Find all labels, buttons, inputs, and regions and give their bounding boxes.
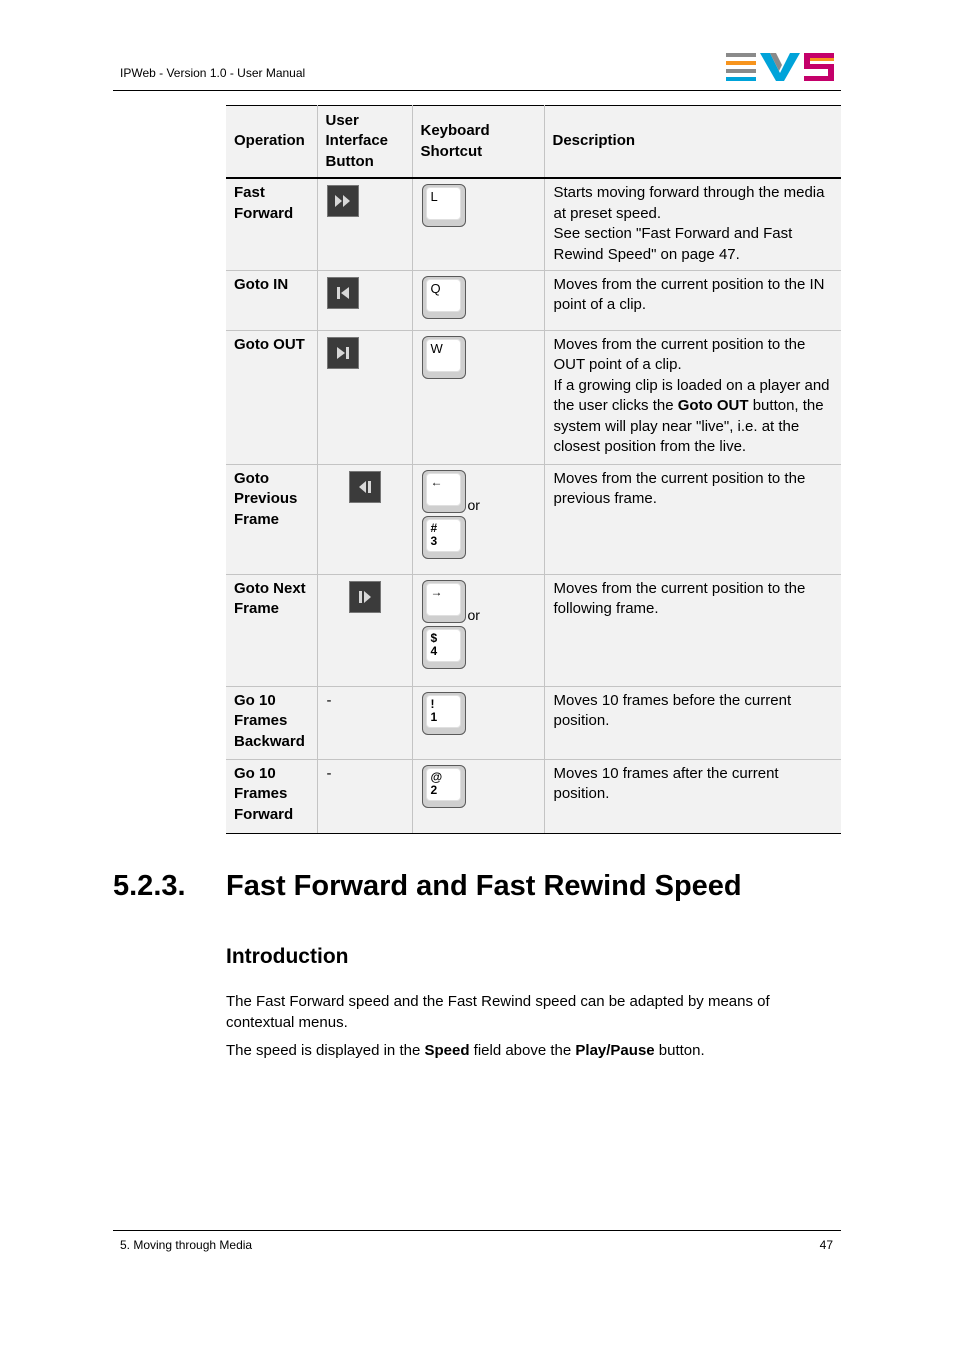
- or-label: or: [467, 496, 480, 513]
- goto-in-icon: [327, 277, 359, 309]
- section-number: 5.2.3.: [113, 870, 186, 902]
- operation-cell: Goto OUT: [226, 330, 317, 464]
- col-header-description: Description: [544, 106, 841, 179]
- play-pause-label: Play/Pause: [575, 1042, 655, 1059]
- header-rule: [113, 90, 841, 91]
- next-frame-icon: [349, 581, 381, 613]
- description-text: Moves from the current position to the IN point of a clip.: [553, 275, 825, 313]
- description-text: Moves 10 frames before the current position.: [553, 691, 792, 729]
- key-3: # 3: [422, 516, 466, 559]
- header-title: IPWeb - Version 1.0 - User Manual: [120, 66, 306, 80]
- description-text: Moves from the current position to the previous frame.: [553, 469, 806, 507]
- evs-logo: [726, 53, 834, 81]
- goto-out-icon: [327, 337, 359, 369]
- description-text: Starts moving forward through the media at preset speed.: [553, 184, 825, 222]
- description-text: See section "Fast Forward and Fast Rewind Speed" on page 47.: [553, 225, 793, 263]
- goto-out-label: Goto OUT: [677, 397, 749, 414]
- introduction-heading: Introduction: [226, 945, 349, 968]
- operation-cell: Go 10 Frames Backward: [226, 686, 317, 759]
- page-number: 47: [819, 1238, 833, 1252]
- operation-cell: Go 10 Frames Forward: [226, 759, 317, 833]
- key-l: L: [422, 184, 466, 227]
- section-title: Fast Forward and Fast Rewind Speed: [226, 870, 742, 902]
- table-row: [226, 574, 841, 686]
- table-row: [226, 270, 841, 330]
- intro-paragraph-1: The Fast Forward speed and the Fast Rewind speed can be adapted by means of contextual menus.: [226, 993, 770, 1031]
- key-w: W: [422, 336, 466, 379]
- operation-cell: Goto Next Frame: [226, 574, 317, 686]
- operation-cell: Goto IN: [226, 270, 317, 330]
- table-row: [226, 464, 841, 574]
- fast-forward-icon: [327, 185, 359, 217]
- section-heading: [113, 870, 742, 903]
- description-text: Moves 10 frames after the current position.: [553, 764, 779, 802]
- description-text: Moves from the current position to the OUT point of a clip.: [553, 335, 806, 373]
- operation-cell: Fast Forward: [226, 178, 317, 270]
- key-4: $ 4: [422, 626, 466, 669]
- previous-frame-icon: [349, 471, 381, 503]
- key-right-arrow: →: [422, 580, 466, 623]
- key-left-arrow: ←: [422, 470, 466, 513]
- table-row: [226, 330, 841, 464]
- col-header-keyboard-shortcut: Keyboard Shortcut: [412, 106, 544, 179]
- footer-rule: [113, 1230, 841, 1231]
- description-text: Moves from the current position to the following frame.: [553, 579, 806, 617]
- key-q: Q: [422, 276, 466, 319]
- intro-paragraph-2: The speed is displayed in the Speed field above the Play/Pause button.: [226, 1042, 705, 1059]
- col-header-ui-button: User Interface Button: [317, 106, 412, 179]
- table-row: [226, 178, 841, 270]
- no-ui-button: -: [317, 759, 412, 833]
- table-header-row: [226, 106, 841, 179]
- col-header-operation: Operation: [226, 106, 317, 179]
- footer-chapter: 5. Moving through Media: [120, 1238, 253, 1252]
- description-text: If a growing clip is loaded on a player and the user clicks the Goto OUT button, the system will play near "live", i.e. at the closest position from the live.: [553, 376, 830, 455]
- table-row: [226, 759, 841, 833]
- table-row: [226, 686, 841, 759]
- speed-field-label: Speed: [424, 1042, 470, 1059]
- shortcuts-table: [226, 105, 841, 834]
- key-2: @ 2: [422, 765, 466, 808]
- operation-cell: Goto Previous Frame: [226, 464, 317, 574]
- no-ui-button: -: [317, 686, 412, 759]
- key-1: ! 1: [422, 692, 466, 735]
- or-label: or: [467, 606, 480, 623]
